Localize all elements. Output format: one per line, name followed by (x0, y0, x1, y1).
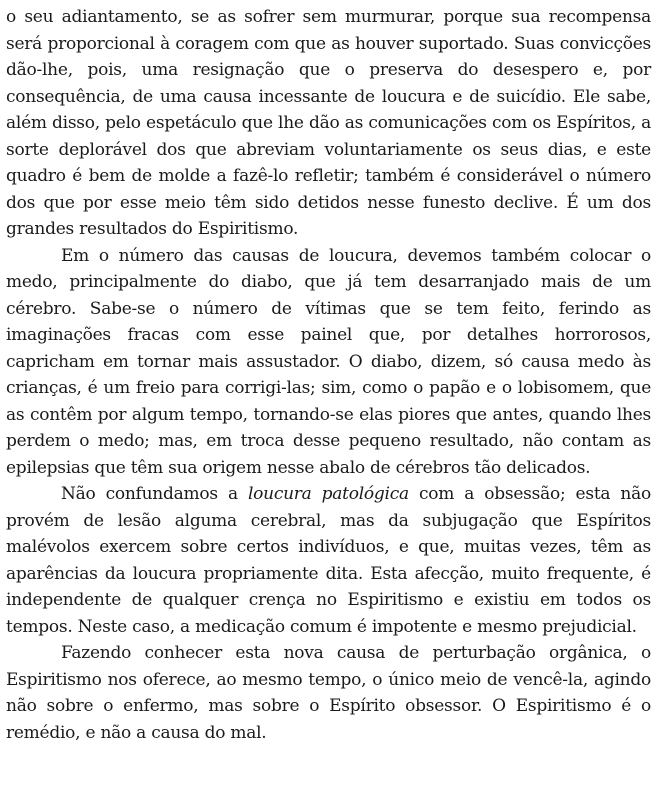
paragraph-3 (6, 481, 651, 640)
paragraph-3-text-after: com a obsessão; esta não provém de lesão alguma cerebral, mas da subjugação que Espíritos malévolos exercem sobre certos indivíduos, e que, muitas vezes, têm as aparências da loucura propriamente dita. Esta afecção, muito frequente, é independente de qualquer crença no Espiritismo e existiu em todos os tempos. Neste caso, a medicação comum é impotente e mesmo prejudicial. (6, 484, 651, 637)
paragraph-3-text-before: Não confundamos a (61, 484, 248, 504)
paragraph-1: o seu adiantamento, se as sofrer sem murmurar, porque sua recompensa será proporcional à coragem com que as houver suportado. Suas convicções dão-lhe, pois, uma resignação que o preserva do desespero e, por consequência, de uma causa incessante de loucura e de suicídio. Ele sabe, além disso, pelo espetáculo que lhe dão as comunicações com os Espíritos, a sorte deplorável dos que abreviam voluntariamente os seus dias, e este quadro é bem de molde a fazê-lo refletir; também é considerável o número dos que por esse meio têm sido detidos nesse funesto declive. É um dos grandes resultados do Espiritismo. (6, 7, 651, 239)
paragraph-4: Fazendo conhecer esta nova causa de perturbação orgânica, o Espiritismo nos oferece, ao mesmo tempo, o único meio de vencê-la, agindo não sobre o enfermo, mas sobre o Espírito obsessor. O Espiritismo é o remédio, e não a causa do mal. (6, 643, 651, 743)
paragraph-2: Em o número das causas de loucura, devemos também colocar o medo, principalmente do diabo, que já tem desarranjado mais de um cérebro. Sabe-se o número de vítimas que se tem feito, ferindo as imaginações fracas com esse painel que, por detalhes horrorosos, capricham em tornar mais assustador. O diabo, dizem, só causa medo às crianças, é um freio para corrigi-las; sim, como o papão e o lobisomem, que as contêm por algum tempo, tornando-se elas piores que antes, quando lhes perdem o medo; mas, em troca desse pequeno resultado, não contam as epilepsias que têm sua origem nesse abalo de cérebros tão delicados. (6, 245, 651, 478)
italic-term: loucura patológica (247, 484, 409, 504)
